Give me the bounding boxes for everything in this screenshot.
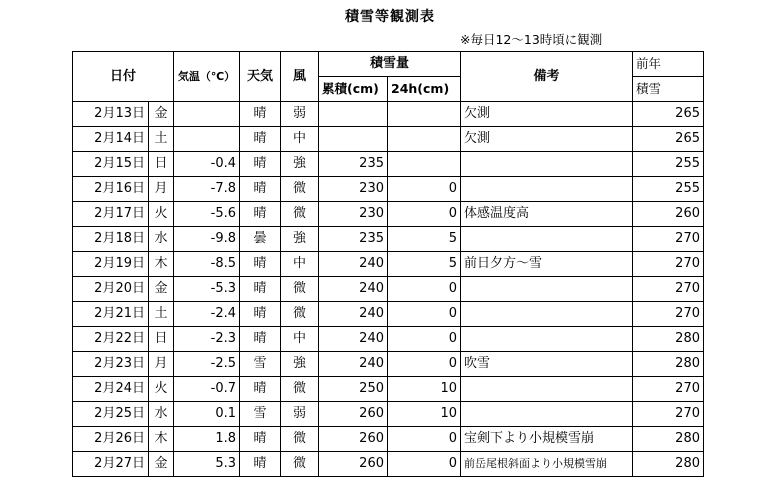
cell-day-of-week: 日 [149, 327, 174, 352]
cell-snow-24h: 0 [388, 177, 461, 202]
cell-date: 2月24日 [73, 377, 149, 402]
cell-day-of-week: 水 [149, 227, 174, 252]
cell-temperature: -7.8 [174, 177, 240, 202]
cell-date: 2月19日 [73, 252, 149, 277]
cell-prev-year-snow: 270 [633, 277, 704, 302]
cell-weather: 晴 [240, 177, 281, 202]
cell-weather: 晴 [240, 327, 281, 352]
cell-remark [461, 402, 633, 427]
cell-weather: 曇 [240, 227, 281, 252]
cell-snow-total: 240 [319, 302, 388, 327]
cell-remark [461, 177, 633, 202]
cell-day-of-week: 金 [149, 277, 174, 302]
cell-date: 2月20日 [73, 277, 149, 302]
cell-temperature [174, 102, 240, 127]
cell-day-of-week: 火 [149, 377, 174, 402]
cell-wind: 強 [281, 152, 319, 177]
cell-date: 2月23日 [73, 352, 149, 377]
cell-snow-total: 230 [319, 202, 388, 227]
cell-weather: 晴 [240, 277, 281, 302]
cell-wind: 中 [281, 327, 319, 352]
cell-day-of-week: 火 [149, 202, 174, 227]
cell-snow-24h: 0 [388, 302, 461, 327]
cell-wind: 微 [281, 452, 319, 477]
cell-snow-24h: 5 [388, 227, 461, 252]
cell-prev-year-snow: 270 [633, 402, 704, 427]
cell-prev-year-snow: 280 [633, 427, 704, 452]
cell-temperature: 0.1 [174, 402, 240, 427]
table-row [73, 277, 704, 302]
cell-snow-total: 250 [319, 377, 388, 402]
header-prev-year-2: 積雪 [633, 77, 704, 102]
cell-weather: 晴 [240, 127, 281, 152]
cell-prev-year-snow: 255 [633, 152, 704, 177]
cell-snow-total: 230 [319, 177, 388, 202]
header-snow-amount: 積雪量 [319, 52, 461, 77]
cell-date: 2月18日 [73, 227, 149, 252]
cell-date: 2月16日 [73, 177, 149, 202]
table-row [73, 177, 704, 202]
cell-temperature: -9.8 [174, 227, 240, 252]
cell-wind: 微 [281, 177, 319, 202]
table-row [73, 402, 704, 427]
cell-snow-total: 240 [319, 327, 388, 352]
table-row [73, 327, 704, 352]
cell-prev-year-snow: 265 [633, 102, 704, 127]
cell-prev-year-snow: 270 [633, 377, 704, 402]
cell-temperature: -0.7 [174, 377, 240, 402]
cell-remark: 宝剣下より小規模雪崩 [461, 427, 633, 452]
cell-snow-24h: 0 [388, 202, 461, 227]
header-prev-year-1: 前年 [633, 52, 704, 77]
cell-temperature: 5.3 [174, 452, 240, 477]
cell-remark: 欠測 [461, 127, 633, 152]
cell-date: 2月22日 [73, 327, 149, 352]
table-row [73, 202, 704, 227]
cell-remark: 体感温度高 [461, 202, 633, 227]
header-temperature: 気温（℃） [174, 52, 240, 102]
cell-snow-24h: 10 [388, 402, 461, 427]
cell-day-of-week: 木 [149, 252, 174, 277]
cell-temperature: -2.3 [174, 327, 240, 352]
cell-wind: 微 [281, 377, 319, 402]
table-row [73, 427, 704, 452]
cell-prev-year-snow: 255 [633, 177, 704, 202]
cell-prev-year-snow: 260 [633, 202, 704, 227]
cell-day-of-week: 金 [149, 102, 174, 127]
cell-snow-total [319, 127, 388, 152]
cell-prev-year-snow: 280 [633, 327, 704, 352]
cell-remark [461, 302, 633, 327]
table-row [73, 352, 704, 377]
cell-weather: 晴 [240, 202, 281, 227]
cell-snow-24h: 0 [388, 427, 461, 452]
cell-remark [461, 227, 633, 252]
cell-prev-year-snow: 265 [633, 127, 704, 152]
cell-date: 2月26日 [73, 427, 149, 452]
cell-weather: 晴 [240, 152, 281, 177]
table-row [73, 227, 704, 252]
cell-day-of-week: 日 [149, 152, 174, 177]
cell-weather: 晴 [240, 302, 281, 327]
cell-wind: 強 [281, 352, 319, 377]
cell-weather: 晴 [240, 377, 281, 402]
cell-prev-year-snow: 280 [633, 452, 704, 477]
table-row [73, 152, 704, 177]
cell-wind: 弱 [281, 402, 319, 427]
cell-date: 2月15日 [73, 152, 149, 177]
cell-date: 2月25日 [73, 402, 149, 427]
cell-date: 2月21日 [73, 302, 149, 327]
cell-day-of-week: 金 [149, 452, 174, 477]
cell-remark [461, 152, 633, 177]
header-wind: 風 [281, 52, 319, 102]
cell-day-of-week: 土 [149, 127, 174, 152]
table-row [73, 252, 704, 277]
cell-day-of-week: 水 [149, 402, 174, 427]
cell-wind: 中 [281, 252, 319, 277]
cell-prev-year-snow: 280 [633, 352, 704, 377]
cell-remark: 前日夕方～雪 [461, 252, 633, 277]
page-title: 積雪等観測表 [345, 9, 435, 25]
cell-temperature: -5.6 [174, 202, 240, 227]
cell-snow-24h: 5 [388, 252, 461, 277]
cell-wind: 微 [281, 427, 319, 452]
cell-prev-year-snow: 270 [633, 227, 704, 252]
cell-snow-total: 260 [319, 427, 388, 452]
cell-snow-24h: 10 [388, 377, 461, 402]
cell-day-of-week: 月 [149, 177, 174, 202]
table-row [73, 127, 704, 152]
header-remarks: 備考 [461, 52, 633, 102]
cell-remark [461, 327, 633, 352]
cell-day-of-week: 木 [149, 427, 174, 452]
cell-wind: 強 [281, 227, 319, 252]
cell-temperature: -5.3 [174, 277, 240, 302]
observation-note: ※毎日12～13時頃に観測 [460, 32, 603, 47]
header-weather: 天気 [240, 52, 281, 102]
cell-wind: 弱 [281, 102, 319, 127]
cell-snow-24h: 0 [388, 277, 461, 302]
table-row [73, 377, 704, 402]
cell-snow-total: 235 [319, 227, 388, 252]
cell-temperature: -8.5 [174, 252, 240, 277]
cell-snow-24h [388, 102, 461, 127]
cell-date: 2月17日 [73, 202, 149, 227]
cell-remark [461, 377, 633, 402]
cell-snow-total: 240 [319, 352, 388, 377]
cell-temperature: -2.4 [174, 302, 240, 327]
cell-temperature [174, 127, 240, 152]
cell-snow-24h: 0 [388, 352, 461, 377]
cell-date: 2月27日 [73, 452, 149, 477]
cell-snow-total: 235 [319, 152, 388, 177]
cell-snow-total: 260 [319, 452, 388, 477]
cell-weather: 雪 [240, 352, 281, 377]
cell-temperature: 1.8 [174, 427, 240, 452]
cell-snow-24h: 0 [388, 452, 461, 477]
cell-weather: 晴 [240, 102, 281, 127]
table-row [73, 452, 704, 477]
cell-snow-24h [388, 152, 461, 177]
cell-snow-total: 240 [319, 252, 388, 277]
cell-snow-24h [388, 127, 461, 152]
cell-wind: 微 [281, 277, 319, 302]
cell-date: 2月14日 [73, 127, 149, 152]
header-snow-total: 累積(cm) [319, 77, 388, 102]
cell-remark: 欠測 [461, 102, 633, 127]
cell-temperature: -0.4 [174, 152, 240, 177]
cell-day-of-week: 月 [149, 352, 174, 377]
cell-wind: 微 [281, 202, 319, 227]
table-row [73, 102, 704, 127]
cell-prev-year-snow: 270 [633, 302, 704, 327]
cell-snow-total: 240 [319, 277, 388, 302]
cell-wind: 微 [281, 302, 319, 327]
table-row [73, 302, 704, 327]
cell-snow-24h: 0 [388, 327, 461, 352]
cell-weather: 晴 [240, 252, 281, 277]
snow-observation-table [72, 51, 704, 477]
cell-weather: 雪 [240, 402, 281, 427]
cell-weather: 晴 [240, 452, 281, 477]
cell-remark: 吹雪 [461, 352, 633, 377]
cell-weather: 晴 [240, 427, 281, 452]
cell-snow-total: 260 [319, 402, 388, 427]
cell-date: 2月13日 [73, 102, 149, 127]
header-date: 日付 [73, 52, 174, 102]
cell-remark: 前岳尾根斜面より小規模雪崩 [461, 452, 633, 477]
cell-wind: 中 [281, 127, 319, 152]
cell-temperature: -2.5 [174, 352, 240, 377]
cell-prev-year-snow: 270 [633, 252, 704, 277]
header-snow-24h: 24h(cm) [388, 77, 461, 102]
cell-remark [461, 277, 633, 302]
cell-snow-total [319, 102, 388, 127]
cell-day-of-week: 土 [149, 302, 174, 327]
